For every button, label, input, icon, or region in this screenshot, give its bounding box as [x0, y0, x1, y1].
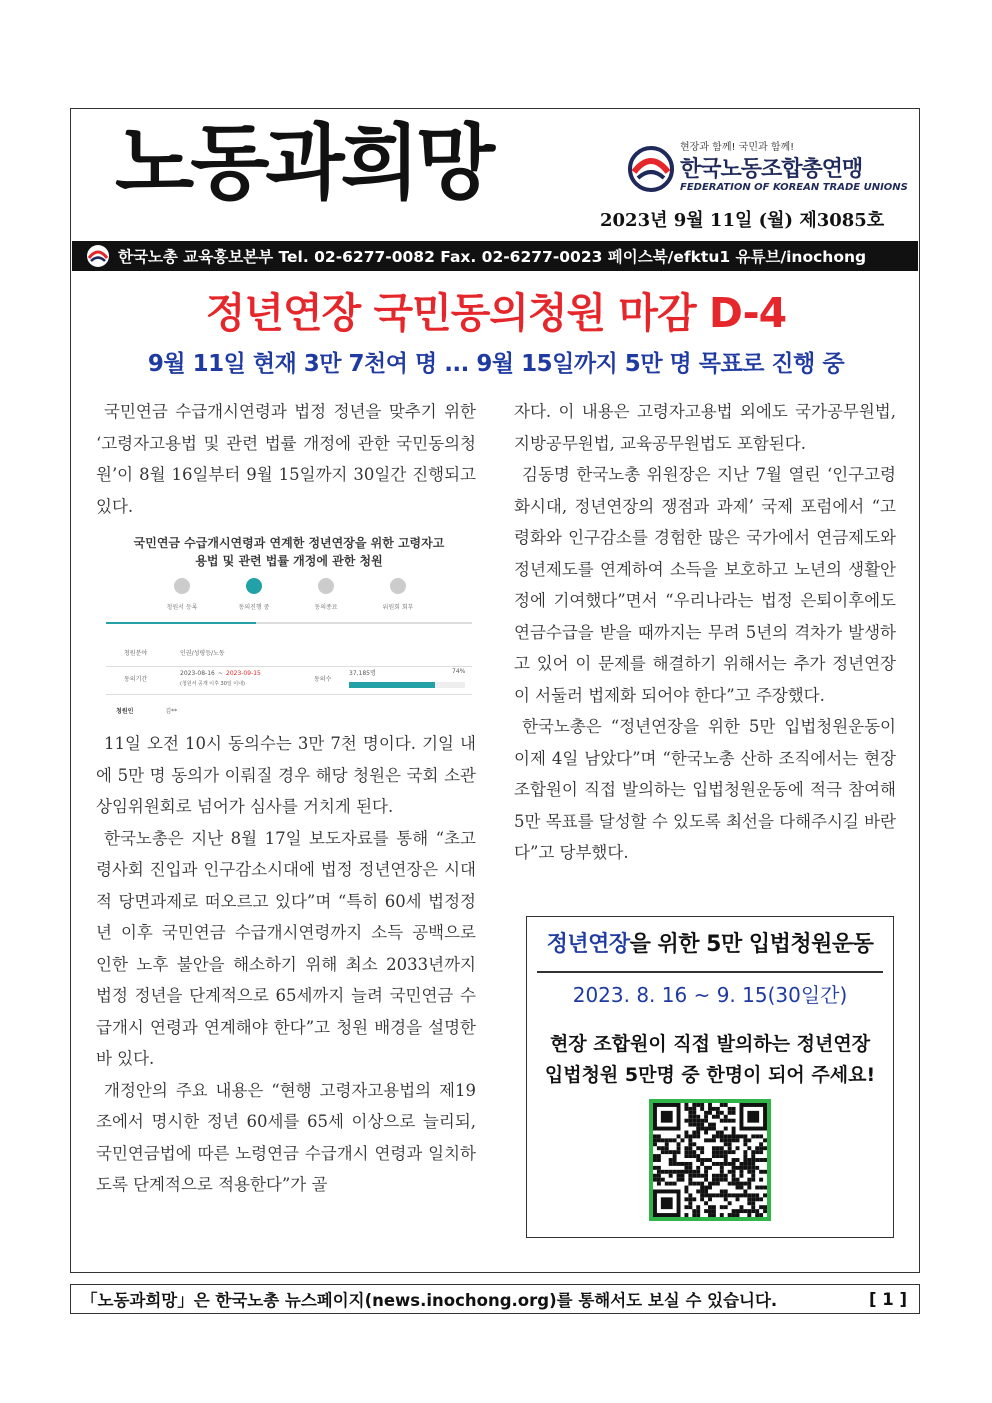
petition-screenshot — [106, 528, 472, 718]
page-number: [ 1 ] — [868, 1289, 907, 1309]
petition-step: 동의종료 — [296, 578, 356, 611]
article-paragraph: 국민연금 수급개시연령과 법정 정년을 맞추기 위한 ‘고령자고용법 및 관련 법률 개정에 관한 국민동의청원’이 8월 16일부터 9월 15일까지 30일간 진행되고 있다. — [96, 402, 476, 516]
campaign-box — [526, 916, 894, 1238]
qr-code-pattern — [653, 1103, 767, 1217]
people-icon — [246, 578, 262, 594]
article-paragraph: 개정안의 주요 내용은 “현행 고령자고용법의 제19조에서 명시한 정년 60세를 65세 이상으로 늘리되, 국민연금법에 따른 노령연금 수급개시 연령과 일치하도록 단계적으로 적용한다”가 골 — [96, 1080, 476, 1194]
article-paragraph: 한국노총은 “정년연장을 위한 5만 입법청원운동이 이제 4일 남았다”며 “한국노총 산하 조직에서는 현장 조합원이 직접 발의하는 입법청원운동에 적극 참여해 5만 목표를 달성할 수 있도록 최선을 다해주시길 바란다”고 당부했다. — [514, 717, 896, 862]
qr-code-icon[interactable] — [649, 1099, 771, 1221]
document-icon — [174, 578, 190, 594]
fktu-small-emblem-icon — [86, 244, 110, 268]
progress-fill — [106, 622, 256, 624]
divider — [537, 971, 883, 973]
campaign-message: 현장 조합원이 직접 발의하는 정년연장 입법청원 5만명 중 한명이 되어 주세요! — [544, 1033, 876, 1086]
contact-text: 한국노총 교육홍보본부 Tel. 02-6277-0082 Fax. 02-6277-0023 페이스북/efktu1 유튜브/inochong — [118, 248, 867, 266]
petition-step: 청원서 등록 — [152, 578, 212, 611]
table-row: 청원분야 인권/성평등/노동 — [106, 640, 472, 667]
person-icon — [318, 578, 334, 594]
table-row: 동의기간 2023-08-16 ~ 2023-09-15 (청원서 공개 이후 30일 이내) 동의수 37,185명 74% — [106, 666, 472, 695]
campaign-date-range: 2023. 8. 16 ~ 9. 15(30일간) — [572, 983, 848, 1007]
article-paragraph: 김동명 한국노총 위원장은 지난 7월 열린 ‘인구고령화시대, 정년연장의 쟁점과 과제’ 국제 포럼에서 “고령화와 인구감소를 경험한 많은 국가에서 연금제도와 정년제도를 연계하여 소득을 보호하고 노년의 생활안정에 기여했다”면서 “우리나라는 법정 은퇴이후에도 연금수급을 받을 때까지는 무려 5년의 격차가 발생하고 있어 이 문제를 해결하기 위해서는 추가 정년연장이 서둘러 법제화 되어야 한다”고 주장했다. — [514, 465, 896, 705]
logo-name-en: FEDERATION OF KOREAN TRADE UNIONS — [680, 182, 908, 193]
article-paragraph: 자다. 이 내용은 고령자고용법 외에도 국가공무원법, 지방공무원법, 교육공무원법도 포함된다. — [514, 402, 896, 453]
footer — [70, 1284, 920, 1314]
contact-bar — [72, 241, 918, 271]
article-paragraph: 11일 오전 10시 동의수는 3만 7천 명이다. 기일 내에 5만 명 동의가 이뤄질 경우 해당 청원은 국회 소관 상임위원회로 넘어가 심사를 거치게 된다. — [96, 734, 476, 816]
campaign-title: 정년연장을 위한 5만 입법청원운동 — [546, 932, 874, 957]
petition-step: 위원회 회부 — [368, 578, 428, 611]
article-paragraph: 한국노총은 지난 8월 17일 보도자료를 통해 “초고령사회 진입과 인구감소시대에 법정 정년연장은 시대적 당면과제로 떠오르고 있다”며 “특히 60세 법정정년 이후 국민연금 수급개시연령까지 소득 공백으로 인한 노후 불안을 해소하기 위해 최소 2033년까지 법정 정년을 단계적으로 65세까지 늘려 국민연금 수급개시 연령과 연계해야 한다”고 청원 배경을 설명한 바 있다. — [96, 828, 476, 1068]
petition-step: 동의진행 중 — [224, 578, 284, 611]
fktu-emblem-icon — [628, 146, 674, 192]
petition-title-line2: 용법 및 관련 법률 개정에 관한 청원 — [195, 554, 383, 568]
masthead-title: 노동과희망 — [115, 115, 492, 211]
subheadline: 9월 11일 현재 3만 7천여 명 ... 9월 15일까지 5만 명 목표로 진행 중 — [147, 351, 845, 377]
fktu-logo — [628, 140, 908, 200]
logo-slogan: 현장과 함께! 국민과 함께! — [680, 142, 795, 153]
petition-title — [106, 534, 472, 570]
signature-progress-bar — [349, 682, 435, 688]
petition-title-line1: 국민연금 수급개시연령과 연계한 정년연장을 위한 고령자고 — [133, 536, 445, 550]
folder-icon — [390, 578, 406, 594]
headline: 정년연장 국민동의청원 마감 D-4 — [205, 289, 787, 337]
footer-text: 「노동과희망」은 한국노총 뉴스페이지(news.inochong.org)를 통해서도 보실 수 있습니다. — [81, 1291, 778, 1310]
article-column-left-bottom — [96, 728, 476, 1201]
petitioner-row: 청원인 김** — [116, 708, 178, 715]
article-column-right — [514, 396, 896, 869]
logo-name: 한국노동조합총연맹 — [680, 157, 863, 182]
issue-date: 2023년 9월 11일 (월) 제3085호 — [600, 210, 885, 231]
article-column-left-top — [96, 396, 476, 522]
